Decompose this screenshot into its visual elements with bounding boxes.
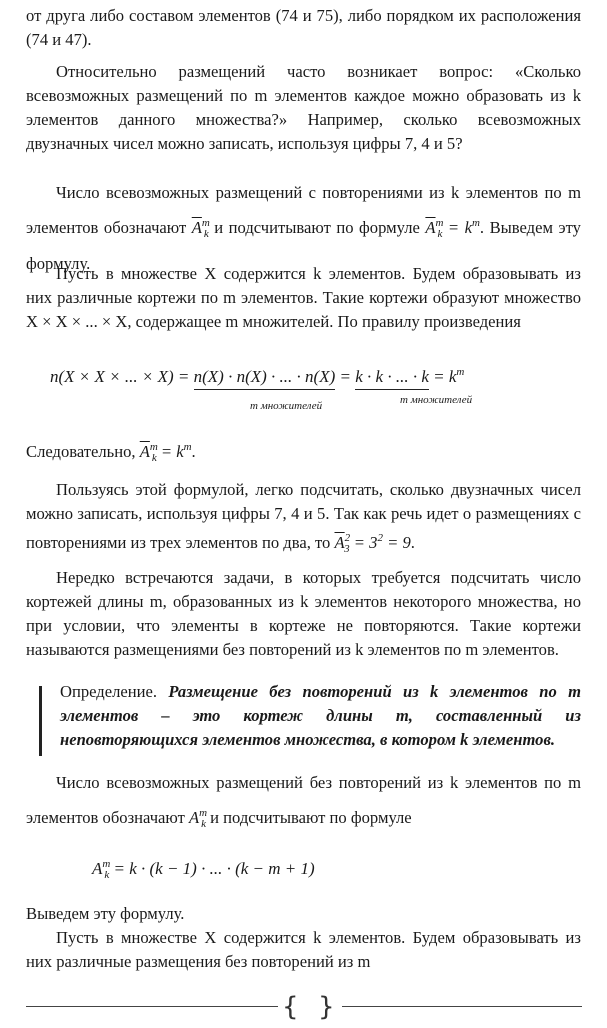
paragraph-9: Пусть в множестве X содержится k элементов. Будем образовывать из них различные размещения без повторений из m: [26, 928, 581, 971]
paragraph-0: от друга либо составом элементов (74 и 75), либо порядком их расположения (74 и 47).: [26, 6, 581, 49]
paragraph-3: Пусть в множестве X содержится k элементов. Будем образовывать из них различные кортежи по m элементов. Такие кортежи образуют множество X × X × ... × X, содержащее m множителей. По правилу произведения: [26, 264, 581, 331]
definition-text: Размещение без повторений из k элементов по m элементов – это кортеж длины m, составленный из неповторяющихся элементов множества, в котором k элементов.: [60, 682, 581, 749]
definition-bar: [39, 686, 42, 756]
paragraph-1: Относительно размещений часто возникает вопрос: «Сколько всевозможных размещений по m элементов каждое можно образовать из k элементов данного множества?» Например, сколько всевозможных двузначных чисел можно записать, используя цифры 7, 4 и 5?: [26, 62, 581, 153]
footer-bracket-right: }: [318, 992, 335, 1022]
paragraph-5: Пользуясь этой формулой, легко подсчитать, сколько двузначных чисел можно записать, используя цифры 7, 4 и 5. Так как речь идет о размещениях с повторениями из трех элементов по два, то $\overline{A}^2_3 = 3^2 = 9$.: [26, 480, 581, 555]
paragraph-4: Следовательно, $\overline{A}^m_k = k^m$.: [26, 441, 196, 464]
formula-A-tilde-equals-k-pow-m: $\overline{A}^m_k = k^m$: [425, 217, 480, 240]
formula-A32: $\overline{A}^2_3 = 3^2 = 9$: [334, 532, 411, 555]
permutation-formula: $A^m_k = k \cdot (k - 1)$ · ... · (k − m + 1): [92, 858, 315, 881]
definition-block: [60, 680, 581, 752]
formula-consequence: $\overline{A}^m_k = k^m$: [139, 441, 192, 464]
definition-label: Определение.: [60, 682, 158, 701]
paragraph-7: Число всевозможных размещений без повторений из k элементов по m элементов обозначают $A^m_k$ и подсчитывают по формуле: [26, 773, 581, 830]
footer-bracket-left: {: [282, 992, 299, 1022]
brace-label-k: m множителей: [400, 394, 473, 406]
product-rule-formula: n(X × X × ... × X) = n(X) · n(X) · ... · n(X) = k · k · ... · $k = k^m$: [50, 366, 464, 390]
paragraph-8: Выведем эту формулу.: [26, 904, 185, 923]
notation-A-no-rep: $A^m_k$: [189, 807, 208, 830]
paragraph-6: Нередко встречаются задачи, в которых требуется подсчитать число кортежей длины m, образованных из k элементов некоторого множества, но при условии, что элементы в кортеже не повторяются. Такие кортежи называются размещениями без повторений из k элементов по m элементов.: [26, 568, 581, 659]
paragraph-2: Число всевозможных размещений с повторениями из k элементов по m элементов обозначают $\overline{A}^m_k$ и подсчитывают по формуле $\overline{A}^m_k = k^m$. Выведем эту формулу.: [26, 183, 581, 273]
brace-label-n: m множителей: [250, 400, 323, 412]
footer-rule-left: [26, 1006, 278, 1007]
footer-rule-right: [342, 1006, 582, 1007]
notation-A-tilde: $\overline{A}^m_k$: [191, 217, 210, 240]
